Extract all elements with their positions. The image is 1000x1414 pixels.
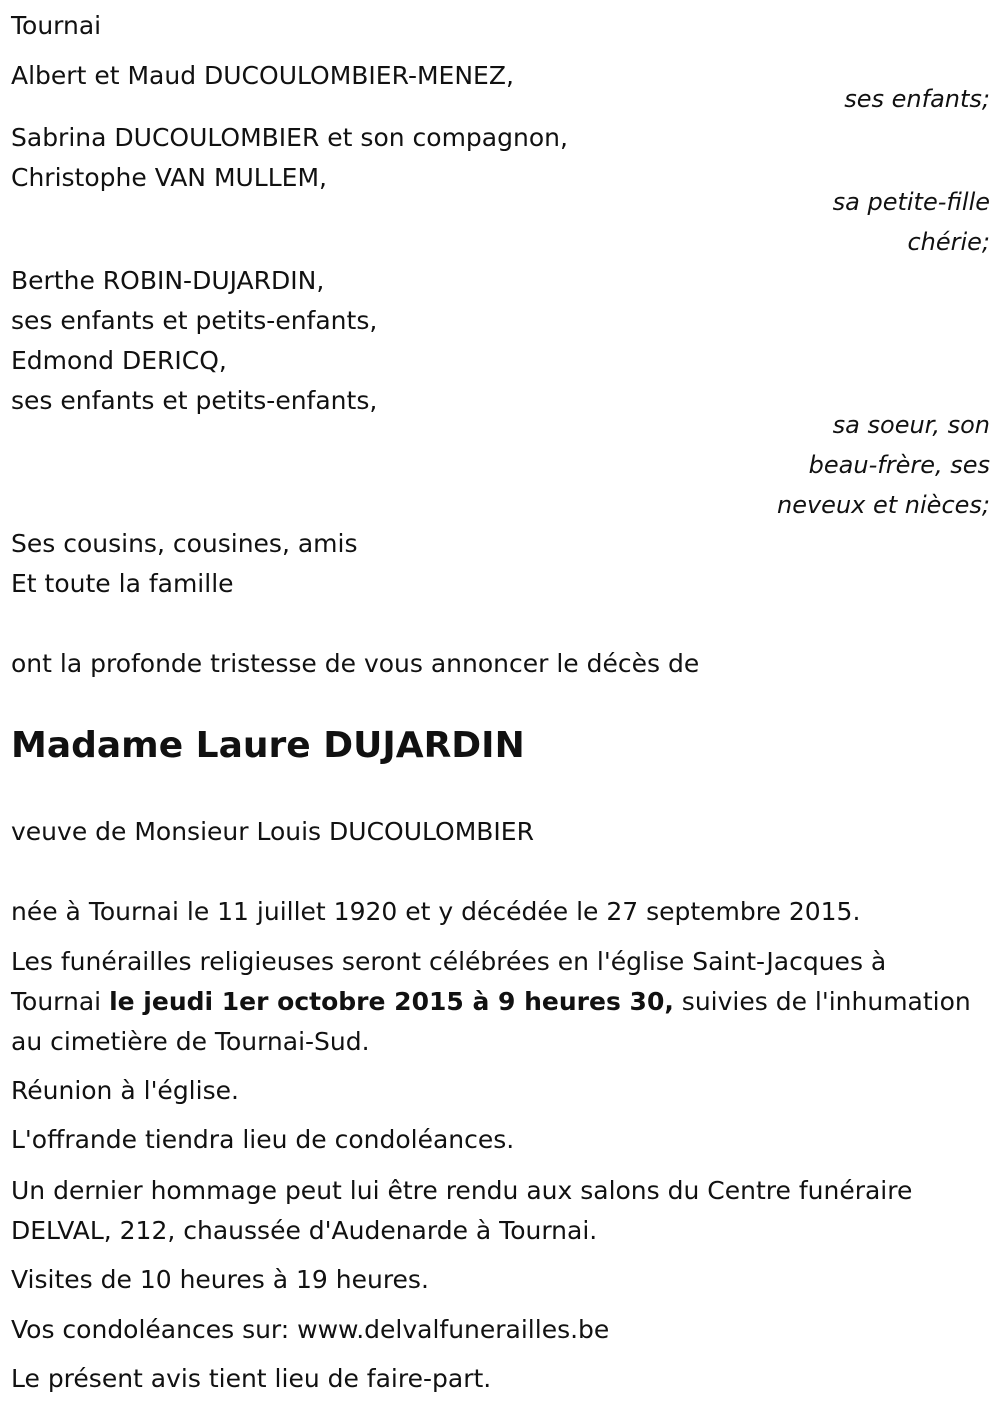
sibling-line-4: ses enfants et petits-enfants,	[11, 386, 378, 415]
sibling-relation-line-1: sa soeur, son	[832, 411, 990, 439]
sibling-line-3: Edmond DERICQ,	[11, 346, 227, 375]
location: Tournai	[11, 11, 102, 40]
sibling-line-2: ses enfants et petits-enfants,	[11, 306, 378, 335]
birth-death: née à Tournai le 11 juillet 1920 et y décédée le 27 septembre 2015.	[11, 897, 861, 926]
funeral-line-3: au cimetière de Tournai-Sud.	[11, 1027, 370, 1056]
granddaughter-relation-line-1: sa petite-fille	[832, 188, 990, 216]
sibling-relation-line-3: neveux et nièces;	[777, 491, 990, 519]
funeral-place-prefix: Tournai	[11, 987, 110, 1016]
offering: L'offrande tiendra lieu de condoléances.	[11, 1125, 515, 1154]
granddaughter-line-2: Christophe VAN MULLEM,	[11, 163, 327, 192]
tribute-line-2: DELVAL, 212, chaussée d'Audenarde à Tournai.	[11, 1216, 598, 1245]
funeral-line-2	[11, 982, 971, 1022]
family-line: Et toute la famille	[11, 569, 234, 598]
announcement: ont la profonde tristesse de vous annoncer le décès de	[11, 649, 700, 678]
granddaughter-line-1: Sabrina DUCOULOMBIER et son compagnon,	[11, 123, 568, 152]
notice: Le présent avis tient lieu de faire-part.	[11, 1364, 492, 1393]
children-names: Albert et Maud DUCOULOMBIER-MENEZ,	[11, 61, 514, 90]
funeral-burial-suffix: suivies de l'inhumation	[673, 987, 971, 1016]
deceased-name: Madame Laure DUJARDIN	[11, 725, 525, 766]
condolences: Vos condoléances sur: www.delvalfunerailles.be	[11, 1315, 610, 1344]
children-relation: ses enfants;	[844, 85, 990, 113]
tribute-line-1: Un dernier hommage peut lui être rendu aux salons du Centre funéraire	[11, 1176, 913, 1205]
meeting: Réunion à l'église.	[11, 1076, 239, 1105]
sibling-line-1: Berthe ROBIN-DUJARDIN,	[11, 266, 325, 295]
cousins-line: Ses cousins, cousines, amis	[11, 529, 358, 558]
sibling-relation-line-2: beau-frère, ses	[808, 451, 990, 479]
visiting-hours: Visites de 10 heures à 19 heures.	[11, 1265, 429, 1294]
widow-of: veuve de Monsieur Louis DUCOULOMBIER	[11, 817, 534, 846]
granddaughter-relation-line-2: chérie;	[907, 228, 990, 256]
funeral-date-time: le jeudi 1er octobre 2015 à 9 heures 30,	[109, 987, 674, 1016]
funeral-line-1: Les funérailles religieuses seront célébrées en l'église Saint-Jacques à	[11, 947, 887, 976]
